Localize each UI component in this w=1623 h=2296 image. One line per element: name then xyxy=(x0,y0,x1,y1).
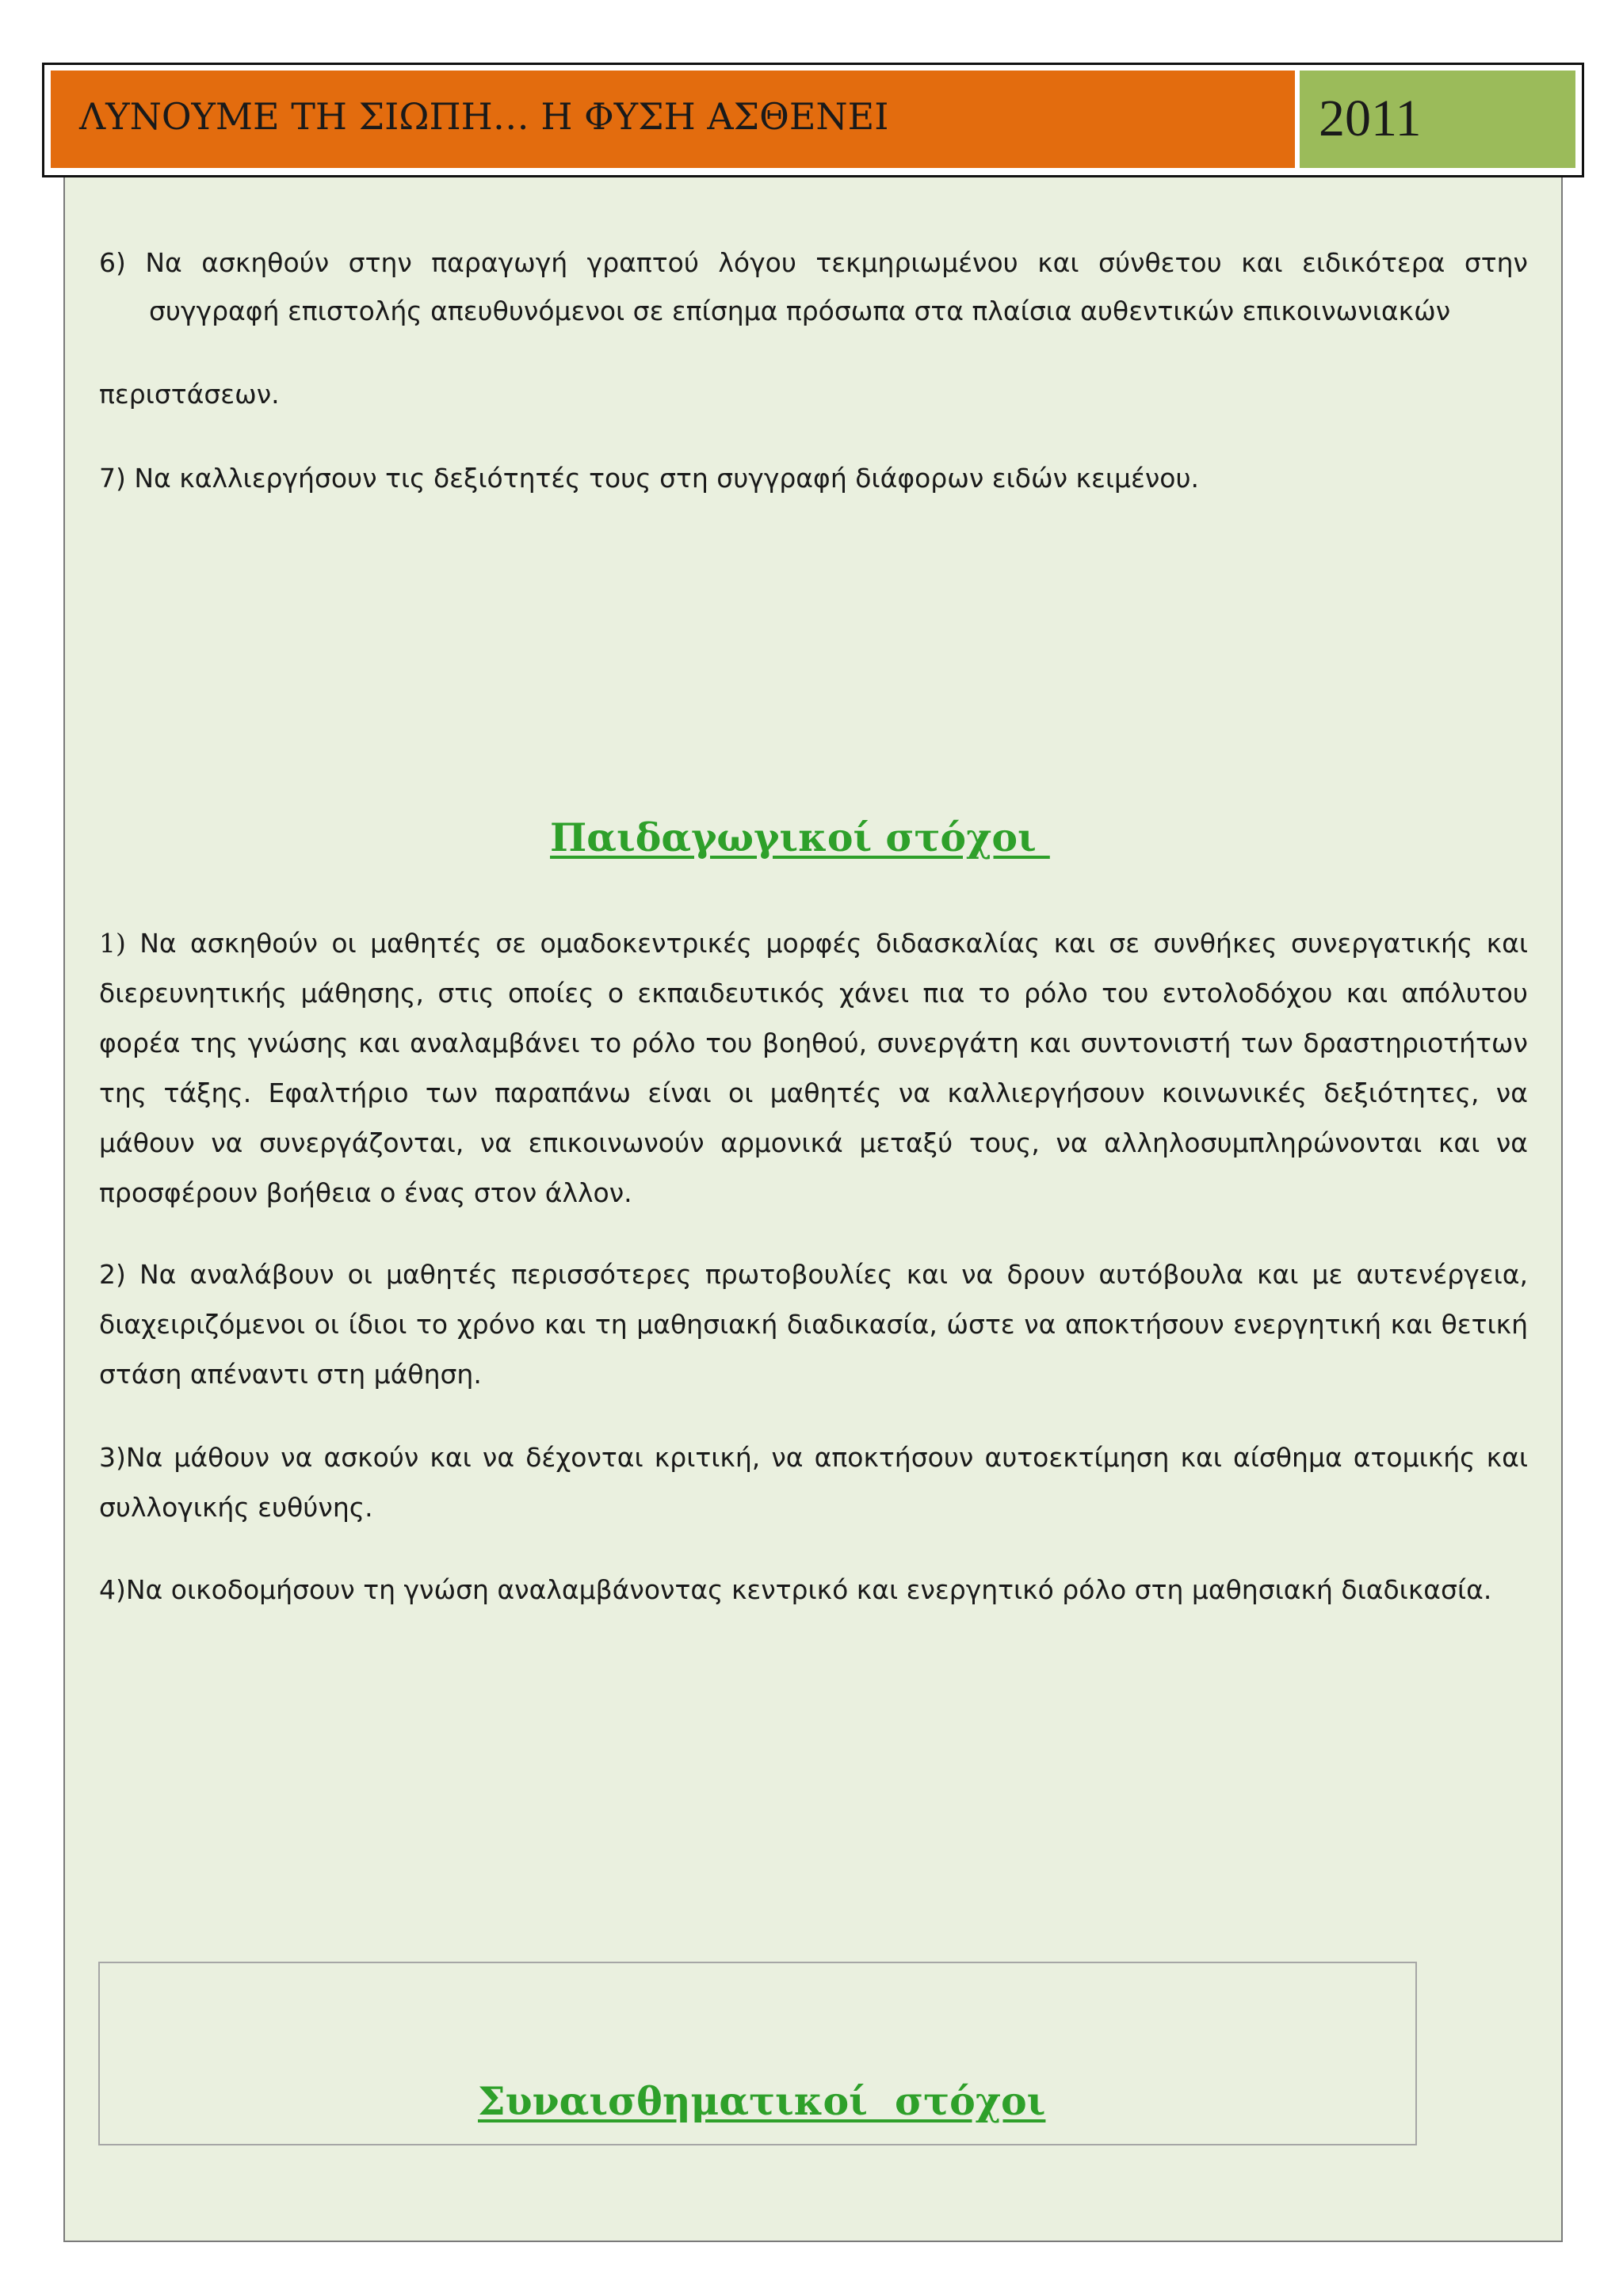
pedagogical-goal-4: 4)Να οικοδομήσουν τη γνώση αναλαμβάνοντας κεντρικό και ενεργητικό ρόλο στη μαθησιακή διαδικασία. xyxy=(99,1574,1492,1605)
list-item-6-line1: 6) Να ασκηθούν στην παραγωγή γραπτού λόγου τεκμηριωμένου και σύνθετου και ειδικότερα στην xyxy=(99,247,1528,278)
goal-1-text: Να ασκηθούν οι μαθητές σε ομαδοκεντρικές μορφές διδασκαλίας και σε συνθήκες συνεργατικής και διερευνητικής μάθησης, στις οποίες ο εκπαιδευτικός χάνει πια το ρόλο του εντολοδόχου και απόλυτου φορέα της γνώσης και αναλαμβάνει το ρόλο του βοηθού, συνεργάτη και συντονιστή των δραστηριοτήτων της τάξης. Εφαλτήριο των παραπάνω είναι οι μαθητές να καλλιεργήσουν κοινωνικές δεξιότητες, να μάθουν να συνεργάζονται, να επικοινωνούν αρμονικά μεταξύ τους, να αλληλοσυμπληρώνονται και να προσφέρουν βοήθεια ο ένας στον άλλον. xyxy=(99,928,1528,1208)
pedagogical-goal-2: 2) Να αναλάβουν οι μαθητές περισσότερες πρωτοβουλίες και να δρουν αυτόβουλα και με αυτενέργεια, διαχειριζόμενοι οι ίδιοι το χρόνο και τη μαθησιακή διαδικασία, ώστε να αποκτήσουν ενεργητική και θετική στάση απέναντι στη μάθηση. xyxy=(99,1259,1528,1390)
pedagogical-goals-heading: Παιδαγωγικοί στόχοι xyxy=(550,814,1050,860)
list-item-7: 7) Να καλλιεργήσουν τις δεξιότητές τους στη συγγραφή διάφορων ειδών κειμένου. xyxy=(99,463,1200,494)
pedagogical-goal-3: 3)Να μάθουν να ασκούν και να δέχονται κριτική, να αποκτήσουν αυτοεκτίμηση και αίσθημα ατομικής και συλλογικής ευθύνης. xyxy=(99,1442,1528,1523)
emotional-goals-heading: Συναισθηματικοί στόχοι xyxy=(478,2078,1046,2124)
header-title: ΛΥΝΟΥΜΕ ΤΗ ΣΙΩΠΗ… Η ΦΥΣΗ ΑΣΘΕΝΕΙ xyxy=(79,95,889,138)
list-item-6-line2: συγγραφή επιστολής απευθυνόμενοι σε επίσημα πρόσωπα στα πλαίσια αυθεντικών επικοινωνιακών xyxy=(149,296,1451,326)
pedagogical-goal-1 xyxy=(99,918,1528,1218)
goal-1-number: 1) xyxy=(99,928,126,959)
list-item-6-line3: περιστάσεων. xyxy=(99,379,280,410)
header-year: 2011 xyxy=(1319,90,1422,147)
